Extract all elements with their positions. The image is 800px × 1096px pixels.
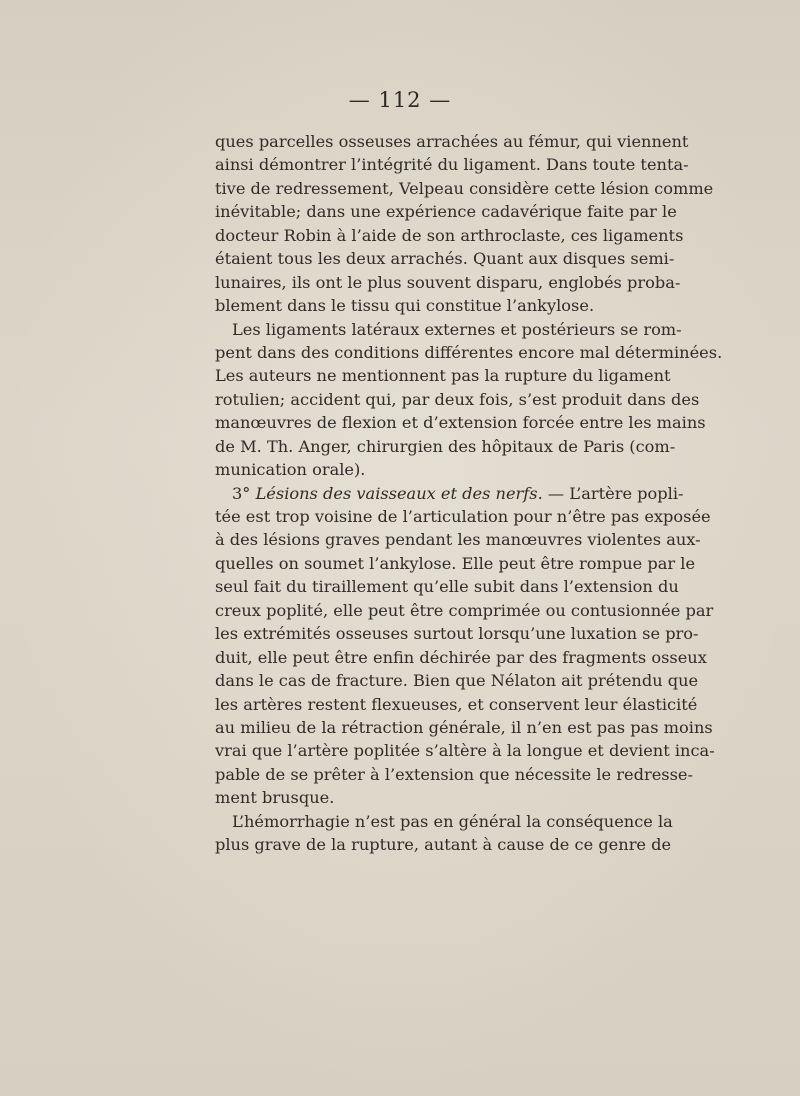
text-line: ques parcelles osseuses arrachées au fémur, qui viennent <box>215 132 689 151</box>
text-line: blement dans le tissu qui constitue l’ankylose. <box>215 296 595 316</box>
text-line: tive de redressement, Velpeau considère cette lésion comme <box>215 178 714 198</box>
section-heading-line <box>215 482 684 505</box>
text-line: vrai que l’artère poplitée s’altère à la longue et devient inca- <box>215 741 715 761</box>
text-line: creux poplité, elle peut être comprimée ou contusionnée par <box>215 600 714 620</box>
text-line: Les ligaments latéraux externes et postérieurs se rom- <box>232 319 682 339</box>
text-line: les artères restent flexueuses, et conservent leur élasticité <box>215 694 698 714</box>
text-line: lunaires, ils ont le plus souvent disparu, englobés proba- <box>215 272 681 292</box>
text-line: dans le cas de fracture. Bien que Nélaton ait prétendu que <box>215 671 699 691</box>
text-line: à des lésions graves pendant les manœuvres violentes aux- <box>215 530 701 550</box>
text-line: ment brusque. <box>215 788 335 808</box>
text-line: pable de se prêter à l’extension que nécessite le redresse- <box>215 764 693 784</box>
text-line: ainsi démontrer l’intégrité du ligament. Dans toute tenta- <box>215 155 689 175</box>
text-line: pent dans des conditions différentes encore mal déterminées. <box>215 342 723 362</box>
text-line: L’hémorrhagie n’est pas en général la conséquence la <box>232 811 673 831</box>
text-line: de M. Th. Anger, chirurgien des hôpitaux de Paris (com- <box>215 436 676 456</box>
text-line: duit, elle peut être enfin déchirée par des fragments osseux <box>215 647 707 667</box>
section-title: Lésions des vaisseaux et des nerfs. <box>255 483 543 503</box>
text-line: inévitable; dans une expérience cadavérique faite par le <box>215 202 677 222</box>
section-lead-text: — L’artère popli- <box>547 483 684 503</box>
text-line: plus grave de la rupture, autant à cause de ce genre de <box>215 835 672 855</box>
text-line: les extrémités osseuses surtout lorsqu’une luxation se pro- <box>215 624 699 644</box>
text-line: étaient tous les deux arrachés. Quant aux disques semi- <box>215 249 675 269</box>
text-line: quelles on soumet l’ankylose. Elle peut être rompue par le <box>215 553 696 573</box>
text-line: manœuvres de flexion et d’extension forcée entre les mains <box>215 413 706 433</box>
section-number: 3° <box>232 483 251 503</box>
text-line: seul fait du tiraillement qu’elle subit dans l’extension du <box>215 577 679 597</box>
body-text <box>215 130 723 857</box>
text-line: tée est trop voisine de l’articulation pour n’être pas exposée <box>215 507 711 526</box>
text-line: Les auteurs ne mentionnent pas la rupture du ligament <box>215 366 671 386</box>
page-number: — 112 — <box>348 88 452 112</box>
text-line: rotulien; accident qui, par deux fois, s’est produit dans des <box>215 389 700 409</box>
text-line: au milieu de la rétraction générale, il n’en est pas pas moins <box>215 717 713 737</box>
text-line: docteur Robin à l’aide de son arthroclaste, ces ligaments <box>215 225 684 245</box>
text-line: munication orale). <box>215 460 366 480</box>
